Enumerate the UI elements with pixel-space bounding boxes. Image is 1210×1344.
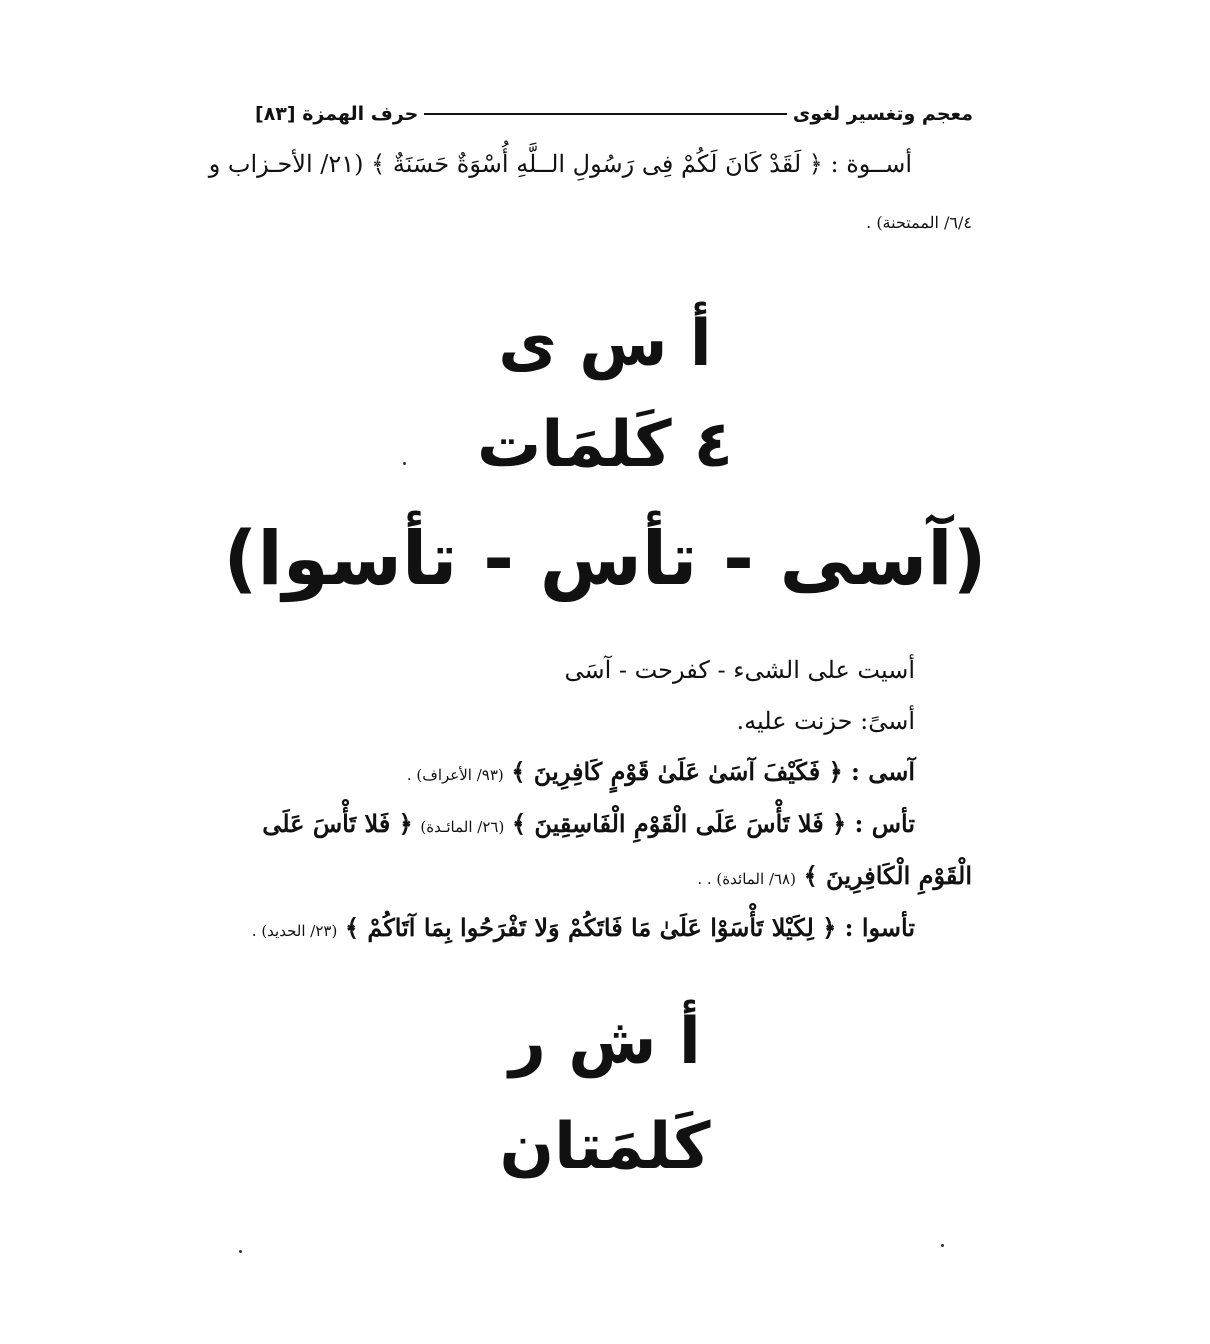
entry-line-3-ref: (٩٣/ الأعراف) . bbox=[406, 766, 504, 784]
entry-line-4 bbox=[262, 810, 915, 839]
word-count-heading: ٤ كَلمَات bbox=[477, 408, 733, 482]
scan-speck bbox=[403, 462, 406, 465]
entry-line-6-ref: (٢٣/ الحديد) . bbox=[251, 922, 338, 940]
entry-line-5 bbox=[697, 862, 972, 891]
root-letters-heading: أ س ى bbox=[498, 307, 712, 381]
scan-speck bbox=[239, 1250, 242, 1253]
root-2-count-heading: كَلمَتان bbox=[499, 1110, 711, 1184]
top-entry-line-1: أســوة : ﴿ لَقَدْ كَانَ لَكُمْ فِى رَسُولِ الــلَّهِ أُسْوَةٌ حَسَنَةٌ ﴾ (٢١/ الأحـزاب و bbox=[208, 150, 912, 178]
entry-line-4-tail: ﴿ فَلا تَأْسَ عَلَى bbox=[262, 809, 413, 838]
section-name: حرف الهمزة bbox=[302, 103, 419, 125]
entry-line-3-text: آسى : ﴿ فَكَيْفَ آسَىٰ عَلَىٰ قَوْمٍ كَافِرِينَ ﴾ bbox=[511, 757, 915, 786]
entry-line-4-text: تأس : ﴿ فَلا تَأْسَ عَلَى الْقَوْمِ الْفَاسِقِينَ ﴾ bbox=[511, 809, 915, 838]
entry-line-6 bbox=[252, 914, 915, 943]
entry-line-2: أسىً: حزنت عليه. bbox=[736, 707, 915, 735]
entry-line-4-ref: (٢٦/ المائـدة) bbox=[420, 818, 505, 836]
header-rule bbox=[424, 113, 787, 115]
entry-line-6-text: تأسوا : ﴿ لِكَيْلا تَأْسَوْا عَلَىٰ مَا فَاتَكُمْ وَلا تَفْرَحُوا بِمَا آتَاكُمْ ﴾ bbox=[344, 913, 915, 942]
entry-line-5-text: الْقَوْمِ الْكَافِرِينَ ﴾ bbox=[803, 861, 972, 890]
entry-line-5-ref: (٦٨/ المائدة) . . bbox=[697, 870, 796, 888]
words-list-heading: (آسى - تأس - تأسوا) bbox=[223, 516, 987, 602]
book-title: معجم وتغسير لغوى bbox=[792, 103, 973, 125]
running-header bbox=[255, 97, 973, 131]
entry-line-3 bbox=[407, 758, 915, 787]
section-title bbox=[255, 103, 418, 125]
entry-line-1: أسيت على الشىء - كفرحت - آسَى bbox=[564, 656, 915, 684]
root-2-letters-heading: أ ش ر bbox=[509, 1005, 701, 1079]
page-number: [٨٣] bbox=[255, 103, 296, 125]
top-entry-line-2: ٦/٤/ الممتحنة) . bbox=[866, 213, 972, 232]
scan-speck bbox=[941, 1244, 944, 1247]
